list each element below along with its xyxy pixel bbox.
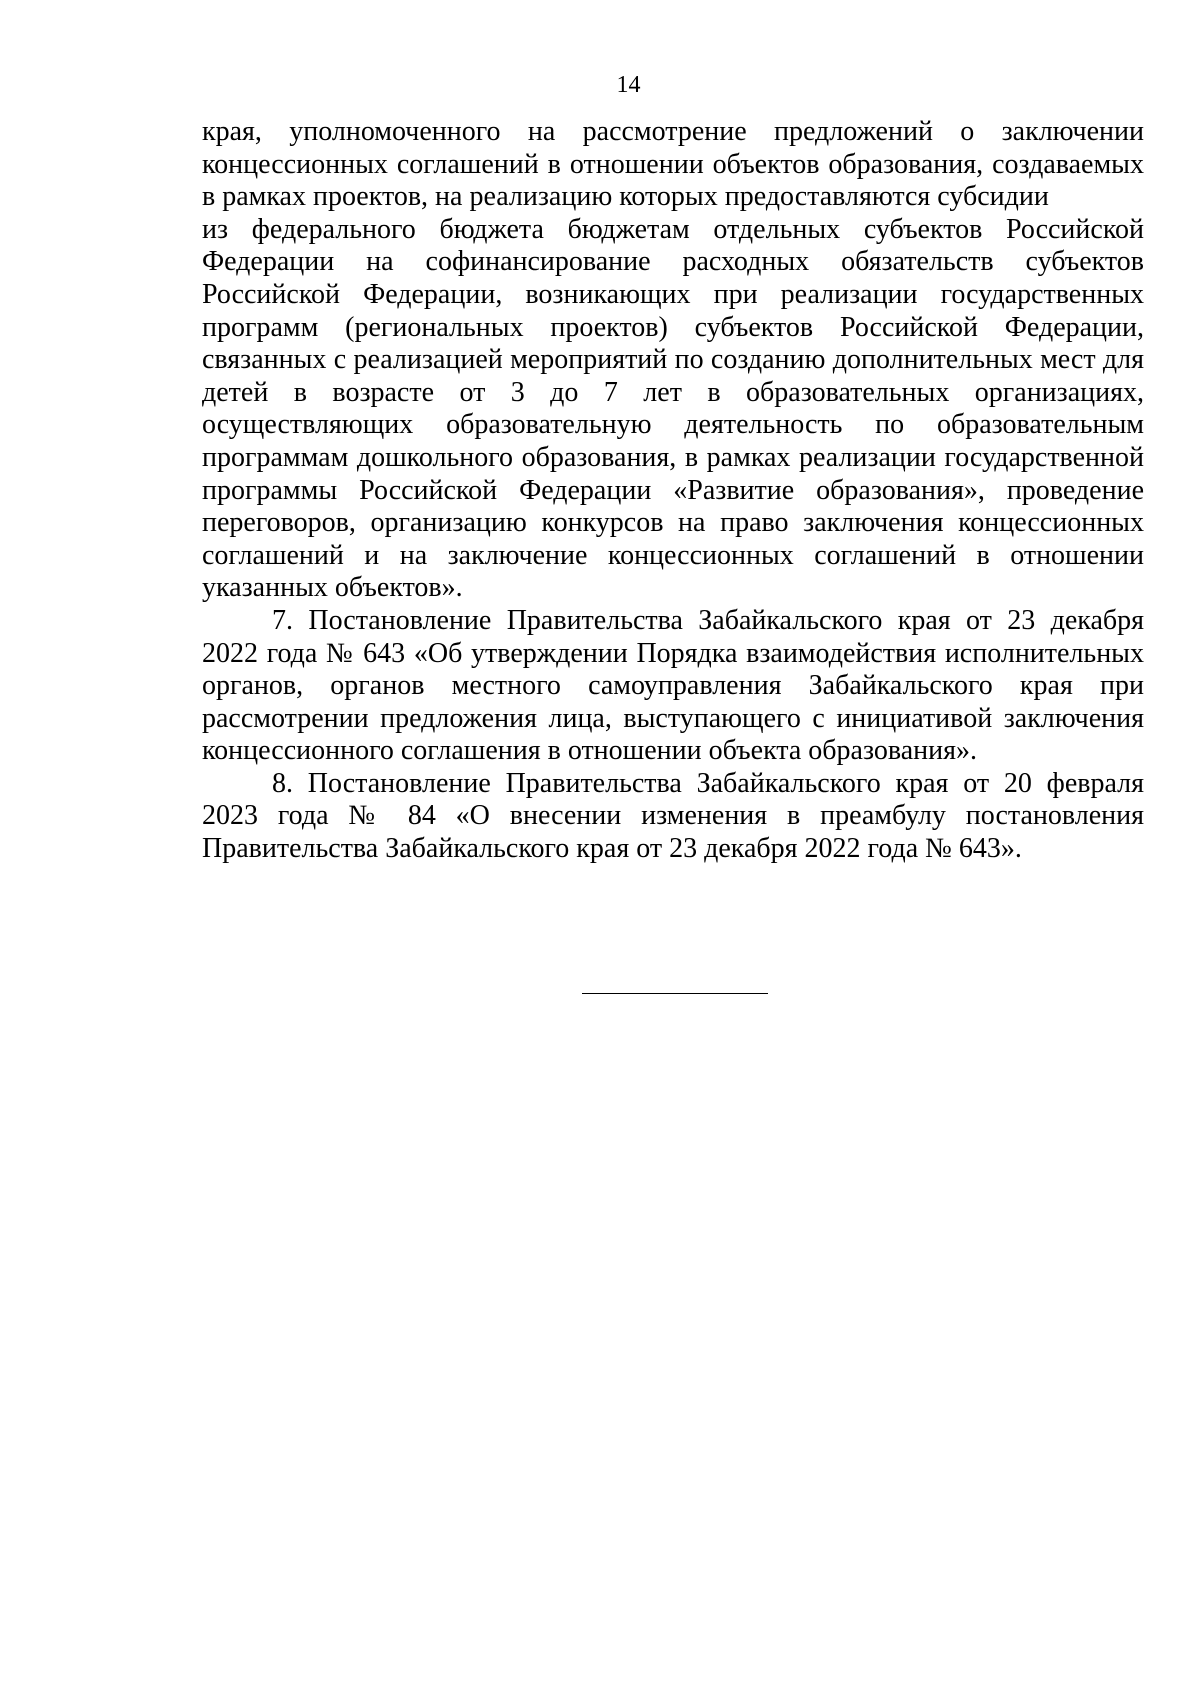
closing-divider bbox=[582, 993, 768, 994]
paragraph-item-8: 8. Постановление Правительства Забайкальского края от 20 февраля 2023 года № 84 «О внесении изменения в преамбулу постановления Правительства Забайкальского края от 23 декабря 2022 года № 643». bbox=[202, 767, 1144, 865]
paragraph-continuation-start: края, уполномоченного на рассмотрение предложений о заключении концессионных соглашений в отношении объектов образования, создаваемых в рамках проектов, на реализацию которых предоставляются субсидии bbox=[202, 116, 1144, 213]
paragraph-continuation-end: из федерального бюджета бюджетам отдельных субъектов Российской Федерации на софинансирование расходных обязательств субъектов Российской Федерации, возникающих при реализации государственных программ (региональных проектов) субъектов Российской Федерации, связанных с реализацией мероприятий по созданию дополнительных мест для детей в возрасте от 3 до 7 лет в образовательных организациях, осуществляющих образовательную деятельность по образовательным программам дошкольного образования, в рамках реализации государственной программы Российской Федерации «Развитие образования», проведение переговоров, организацию конкурсов на право заключения концессионных соглашений и на заключение концессионных соглашений в отношении указанных объектов». bbox=[202, 213, 1144, 604]
paragraph-item-7: 7. Постановление Правительства Забайкальского края от 23 декабря 2022 года № 643 «Об утверждении Порядка взаимодействия исполнительных органов, органов местного самоуправления Забайкальского края при рассмотрении предложения лица, выступающего с инициативой заключения концессионного соглашения в отношении объекта образования». bbox=[202, 604, 1144, 767]
page-number: 14 bbox=[616, 72, 641, 98]
document-body bbox=[202, 116, 1144, 866]
